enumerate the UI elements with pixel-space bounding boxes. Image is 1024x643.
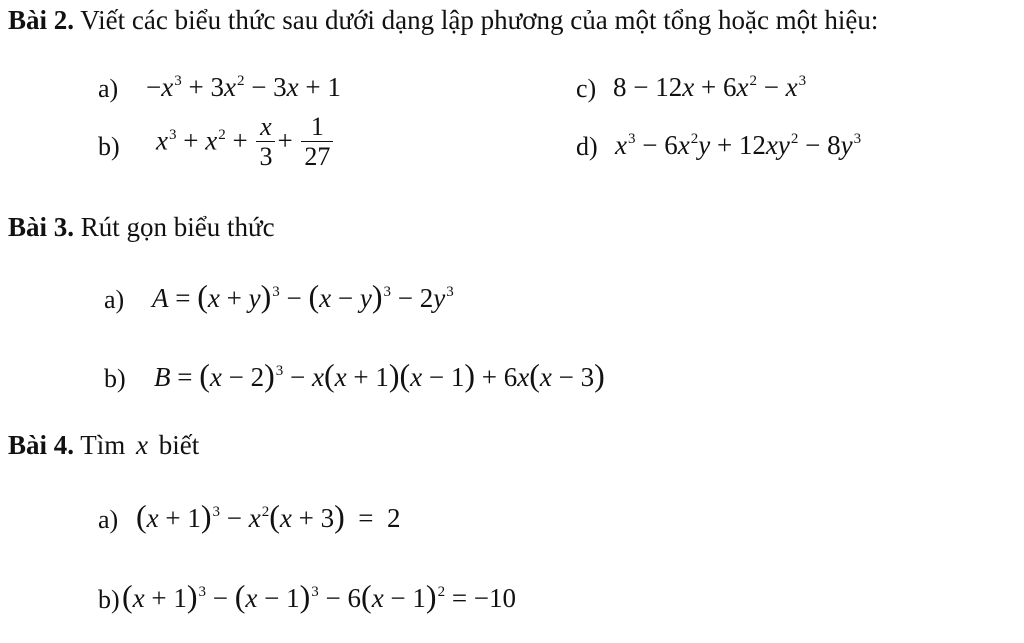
- exercise-3b-expression: $B = (x - 2)^3 - x(x + 1)(x - 1) + 6x(x - 3)$: [154, 357, 605, 393]
- exercise-3a-label: a): [104, 285, 125, 314]
- exercise-2-heading: [8, 5, 878, 36]
- exercise-2a-label: a): [98, 74, 119, 103]
- exercise-2b-expression: $x^3 + x^2$ + $\frac{x}{3}$ + $\frac{1}{27}$: [156, 114, 335, 173]
- exercise-3-heading: [8, 212, 275, 243]
- exercise-4-title: Bài 4.: [8, 430, 75, 460]
- exercise-4b-expression: $(x + 1)^3 - (x - 1)^3 - 6(x - 1)^2 = -10$: [122, 578, 517, 614]
- exercise-2c-label: c): [576, 74, 597, 103]
- exercise-4a-label: a): [98, 505, 119, 534]
- exercise-3-text: Rút gọn biểu thức: [80, 212, 275, 242]
- exercise-4-text-after: biết: [158, 430, 200, 460]
- exercise-2b-label: b): [98, 132, 120, 161]
- exercise-2d-label: d): [576, 132, 598, 161]
- exercise-2-title: Bài 2.: [8, 5, 75, 35]
- exercise-2d-expression: $x^3 - 6x^2y + 12xy^2 - 8y^3$: [615, 130, 862, 160]
- exercise-3a-expression: $A = (x + y)^3 - (x - y)^3 - 2y^3$: [152, 278, 454, 314]
- exercise-4a-expression: $(x + 1)^3 - x^2(x + 3) = 2$: [136, 498, 401, 534]
- fraction-1-over-27: $\frac{1}{27}$: [301, 112, 333, 171]
- fraction-x-over-3: $\frac{x}{3}$: [256, 112, 275, 171]
- exercise-2-text: Viết các biểu thức sau dưới dạng lập phương của một tổng hoặc một hiệu:: [80, 5, 879, 35]
- exercise-2a-expression: $-x^3 + 3x^2 - 3x + 1$: [146, 72, 341, 102]
- exercise-3-title: Bài 3.: [8, 212, 75, 242]
- exercise-4-heading: [8, 430, 199, 461]
- exercise-4-variable: x: [136, 430, 149, 460]
- exercise-3b-label: b): [104, 364, 126, 393]
- exercise-4-text-before: Tìm: [80, 430, 126, 460]
- exercise-4b-label: b): [98, 585, 120, 614]
- exercise-2c-expression: $8 - 12x + 6x^2 - x^3$: [613, 72, 807, 102]
